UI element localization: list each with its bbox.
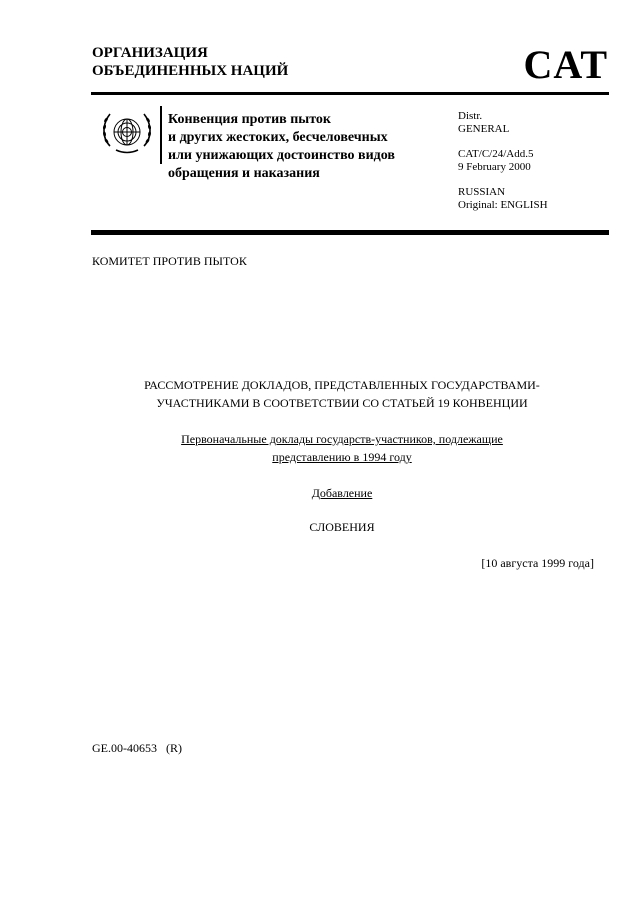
org-line-1: ОРГАНИЗАЦИЯ: [92, 45, 208, 61]
header-rule-top: [91, 92, 609, 95]
distr-value: GENERAL: [458, 123, 510, 135]
addendum-text: Добавление: [311, 486, 373, 500]
original-language: Original: ENGLISH: [458, 199, 548, 211]
header-rule-bottom: [91, 230, 609, 235]
main-title-line-2: УЧАСТНИКАМИ В СООТВЕТСТВИИ СО СТАТЬЕЙ 19 КОНВЕНЦИИ: [156, 396, 528, 410]
distr-label: Distr.: [458, 110, 483, 122]
addendum-label: [91, 484, 593, 502]
header-divider: [160, 106, 162, 164]
organization-name: [92, 44, 288, 80]
subtitle: [91, 430, 593, 466]
received-date: [10 августа 1999 года]: [481, 556, 594, 570]
convention-line-3: или унижающих достоинство видов: [168, 148, 395, 163]
subtitle-line-2: представлению в 1994 году: [272, 450, 412, 464]
un-emblem-icon: [96, 108, 158, 160]
document-series-symbol: CAT: [523, 42, 608, 87]
main-title: [91, 376, 593, 412]
convention-title: [168, 111, 395, 183]
job-number: GE.00-40653 (R): [92, 741, 182, 755]
document-symbol: CAT/C/24/Add.5: [458, 148, 534, 160]
committee-name: КОМИТЕТ ПРОТИВ ПЫТОК: [92, 254, 247, 268]
subtitle-line-1: Первоначальные доклады государств-участников, подлежащие: [181, 432, 503, 446]
org-line-2: ОБЪЕДИНЕННЫХ НАЦИЙ: [92, 63, 289, 79]
document-language: RUSSIAN: [458, 186, 506, 198]
convention-line-1: Конвенция против пыток: [168, 112, 331, 127]
convention-line-2: и других жестоких, бесчеловечных: [168, 130, 388, 145]
convention-line-4: обращения и наказания: [168, 166, 320, 181]
distribution-block: [458, 110, 548, 212]
country-name: СЛОВЕНИЯ: [309, 520, 375, 534]
main-title-line-1: РАССМОТРЕНИЕ ДОКЛАДОВ, ПРЕДСТАВЛЕННЫХ ГОСУДАРСТВАМИ-: [144, 378, 540, 392]
document-date: 9 February 2000: [458, 161, 531, 173]
